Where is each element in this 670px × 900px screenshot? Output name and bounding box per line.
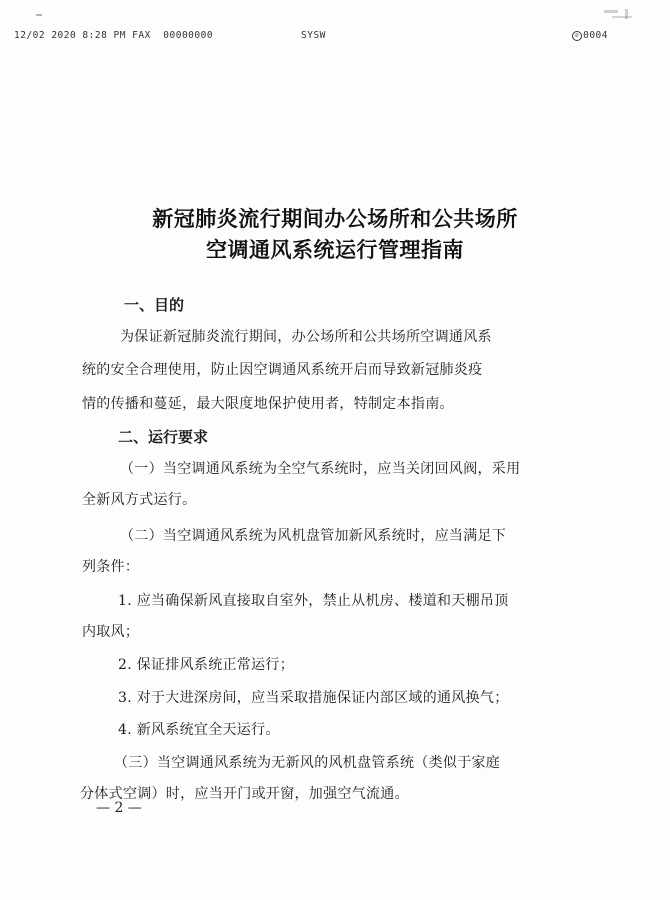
section1-paragraph-line: 统的安全合理使用，防止因空调通风系统开启而导致新冠肺炎疫	[82, 362, 483, 378]
item2-line: （二）当空调通风系统为风机盘管加新风系统时，应当满足下	[120, 528, 507, 544]
section1-heading: 一、目的	[124, 296, 185, 314]
section2-heading: 二、运行要求	[118, 428, 209, 446]
fax-page-label	[572, 30, 608, 41]
sub1-line: 内取风；	[82, 624, 140, 640]
page-number: — 2 —	[96, 800, 142, 816]
scan-noise	[625, 9, 628, 19]
document-title-line1: 新冠肺炎流行期间办公场所和公共场所	[152, 207, 518, 231]
item1-line: （一）当空调通风系统为全空气系统时，应当关闭回风阀，采用	[120, 461, 521, 477]
fax-page-icon: ⊘	[572, 31, 582, 41]
fax-number: 00000000	[163, 30, 214, 41]
scan-noise	[36, 14, 42, 16]
section1-paragraph-line: 为保证新冠肺炎流行期间，办公场所和公共场所空调通风系	[120, 329, 492, 345]
fax-datetime-text: 12/02 2020 8:28 PM FAX	[14, 30, 151, 41]
item3-line: 分体式空调）时，应当开门或开窗，加强空气流通。	[80, 786, 409, 802]
sub1-line: 1. 应当确保新风直接取自室外，禁止从机房、楼道和天棚吊顶	[118, 593, 509, 609]
scan-noise	[604, 10, 618, 13]
fax-sender: SYSW	[301, 30, 326, 41]
document-title-line2: 空调通风系统运行管理指南	[206, 238, 464, 262]
fax-page-number: 0004	[583, 30, 608, 41]
fax-datetime	[14, 30, 213, 41]
sub2-line: 2. 保证排风系统正常运行；	[118, 657, 295, 673]
sub3-line: 3. 对于大进深房间，应当采取措施保证内部区域的通风换气；	[118, 690, 509, 706]
sub4-line: 4. 新风系统宜全天运行。	[118, 722, 280, 738]
fax-header	[14, 30, 656, 44]
item3-line: （三）当空调通风系统为无新风的风机盘管系统（类似于家庭	[114, 755, 501, 771]
scan-noise	[612, 16, 632, 18]
item2-line: 列条件：	[82, 559, 140, 575]
item1-line: 全新风方式运行。	[82, 492, 197, 508]
section1-paragraph-line: 情的传播和蔓延，最大限度地保护使用者，特制定本指南。	[82, 396, 454, 412]
